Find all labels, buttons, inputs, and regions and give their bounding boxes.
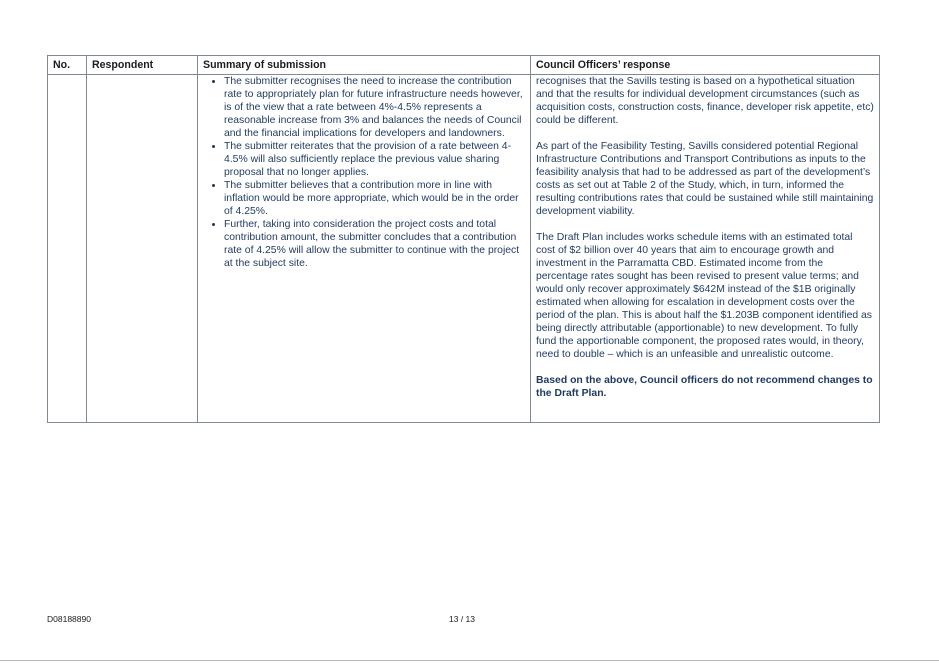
- cell-no: [48, 75, 87, 423]
- response-conclusion: Based on the above, Council officers do not recommend changes to the Draft Plan.: [536, 375, 873, 399]
- header-summary: Summary of submission: [198, 56, 531, 75]
- cell-respondent: [87, 75, 198, 423]
- response-paragraph: As part of the Feasibility Testing, Savills considered potential Regional Infrastructure Contributions and Transport Contributions as inputs to the feasibility analysis that had to be addressed as part of the development’s costs as set out at Table 2 of the Study, which, in turn, informed the resulting contributions rates that could be sustained while still maintaining development viability.: [536, 141, 874, 217]
- summary-point: • Further, taking into consideration the project costs and total contribution amount, the submitter concludes that a contribution rate of 4.25% will allow the submitter to continue with the project at the subject site.: [224, 218, 525, 270]
- summary-point: • The submitter reiterates that the provision of a rate between 4-4.5% will also sufficiently replace the previous value sharing proposal that no longer applies.: [224, 140, 525, 179]
- header-respondent: Respondent: [87, 56, 198, 75]
- header-no: No.: [48, 56, 87, 75]
- summary-list: [203, 75, 525, 270]
- cell-response: [531, 75, 880, 423]
- summary-point: • The submitter believes that a contribution more in line with inflation would be more appropriate, which would be in the order of 4.25%.: [224, 179, 525, 218]
- document-id: D08188890: [47, 614, 91, 624]
- response-paragraph: recognises that the Savills testing is based on a hypothetical situation and that the results for individual development circumstances (such as acquisition costs, construction costs, finance, developer risk appetite, etc) could be different.: [536, 76, 874, 126]
- cell-summary: [198, 75, 531, 423]
- header-response: Council Officers’ response: [531, 56, 880, 75]
- table-header-row: [48, 56, 880, 75]
- submissions-table: [47, 55, 880, 423]
- summary-point: • The submitter recognises the need to increase the contribution rate to appropriately plan for future infrastructure needs however, is of the view that a rate between 4%-4.5% represents a reasonable increase from 3% and balances the needs of Council and the financial implications for developers and landowners.: [224, 75, 525, 140]
- page-number: 13 / 13: [449, 614, 475, 624]
- table-row: [48, 75, 880, 423]
- page-divider: [0, 660, 939, 661]
- response-paragraph: The Draft Plan includes works schedule items with an estimated total cost of $2 billion over 40 years that aim to encourage growth and investment in the Parramatta CBD. Estimated income from the percentage rates sought has been revised to present value terms; and would only recover approximately $642M instead of the $1B originally estimated when allowing for escalation in development costs over the period of the plan. This is about half the $1.203B component identified as being directly attributable (apportionable) to new development. To fully fund the apportionable component, the proposed rates would, in theory, need to double – which is an unfeasible and unrealistic outcome.: [536, 232, 873, 360]
